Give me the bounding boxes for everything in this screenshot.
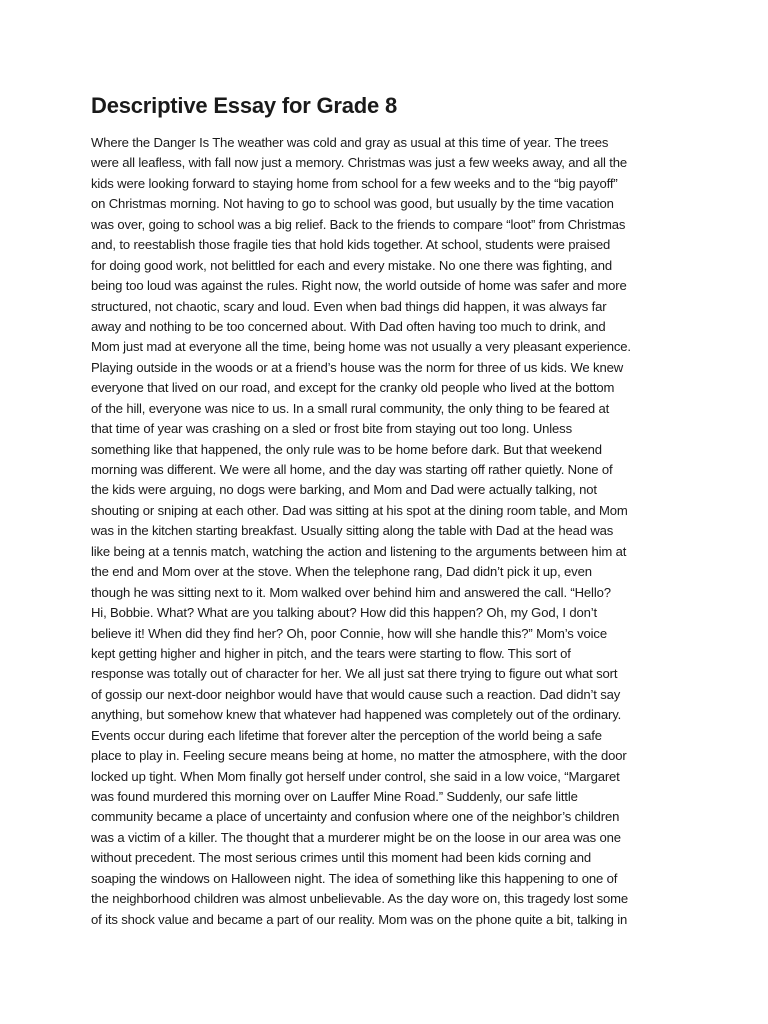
- essay-line: of its shock value and became a part of our reality. Mom was on the phone quite a bit, talking in: [91, 911, 628, 927]
- essay-line: that time of year was crashing on a sled or frost bite from staying out too long. Unless: [91, 421, 572, 437]
- essay-line: was found murdered this morning over on Lauffer Mine Road.” Suddenly, our safe little: [91, 789, 578, 804]
- essay-line: on Christmas morning. Not having to go to school was good, but usually by the time vacation: [91, 196, 614, 212]
- essay-line: being too loud was against the rules. Right now, the world outside of home was safer and more: [91, 278, 627, 294]
- essay-line: morning was different. We were all home, and the day was starting off rather quietly. None of: [91, 462, 613, 477]
- essay-line: Events occur during each lifetime that forever alter the perception of the world being a safe: [91, 727, 602, 743]
- essay-line: Mom just mad at everyone all the time, being home was not usually a very pleasant experience.: [91, 339, 631, 355]
- essay-line: the kids were arguing, no dogs were barking, and Mom and Dad were actually talking, not: [91, 482, 597, 498]
- essay-line: response was totally out of character for her. We all just sat there trying to figure out what sort: [91, 666, 618, 682]
- essay-line: like being at a tennis match, watching the action and listening to the arguments between him at: [91, 543, 627, 559]
- essay-line: the end and Mom over at the stove. When the telephone rang, Dad didn’t pick it up, even: [91, 564, 592, 580]
- essay-line: for doing good work, not belittled for each and every mistake. No one there was fighting, and: [91, 257, 613, 273]
- essay-line: were all leafless, with fall now just a memory. Christmas was just a few weeks away, and all the: [91, 155, 627, 171]
- essay-line: though he was sitting next to it. Mom walked over behind him and answered the call. “Hello?: [91, 584, 611, 600]
- essay-line: structured, not chaotic, scary and loud. Even when bad things did happen, it was always far: [91, 298, 607, 314]
- essay-line: everyone that lived on our road, and except for the cranky old people who lived at the bottom: [91, 380, 615, 396]
- essay-line: away and nothing to be too concerned about. With Dad often having too much to drink, and: [91, 318, 606, 334]
- essay-line: the neighborhood children was almost unbelievable. As the day wore on, this tragedy lost some: [91, 891, 629, 907]
- essay-line: place to play in. Feeling secure means being at home, no matter the atmosphere, with the door: [91, 748, 627, 764]
- essay-line: Where the Danger Is The weather was cold and gray as usual at this time of year. The trees: [91, 135, 609, 150]
- essay-line: soaping the windows on Halloween night. The idea of something like this happening to one of: [91, 870, 618, 886]
- essay-line: anything, but somehow knew that whatever had happened was completely out of the ordinary.: [91, 707, 622, 723]
- essay-line: was over, going to school was a big relief. Back to the friends to compare “loot” from Christmas: [91, 216, 626, 232]
- essay-line: and, to reestablish those fragile ties that hold kids together. At school, students were praised: [91, 237, 611, 253]
- essay-line: community became a place of uncertainty and confusion where one of the neighbor’s children: [91, 809, 620, 825]
- essay-line: shouting or sniping at each other. Dad was sitting at his spot at the dining room table, and Mom: [91, 502, 628, 518]
- document-title: Descriptive Essay for Grade 8: [91, 93, 398, 118]
- essay-line: kept getting higher and higher in pitch, and the tears were starting to flow. This sort of: [91, 645, 571, 661]
- essay-line: of gossip our next-door neighbor would have that would cause such a reaction. Dad didn’t say: [91, 686, 621, 702]
- essay-line: Hi, Bobbie. What? What are you talking about? How did this happen? Oh, my God, I don’t: [91, 605, 598, 621]
- essay-line: believe it! When did they find her? Oh, poor Connie, how will she handle this?” Mom’s voice: [91, 625, 607, 641]
- essay-line: was a victim of a killer. The thought that a murderer might be on the loose in our area was one: [91, 829, 621, 845]
- essay-line: Playing outside in the woods or at a friend’s house was the norm for three of us kids. We knew: [91, 359, 624, 375]
- essay-line: without precedent. The most serious crimes until this moment had been kids corning and: [91, 850, 591, 866]
- essay-line: of the hill, everyone was nice to us. In a small rural community, the only thing to be feared at: [91, 400, 610, 416]
- essay-body: [91, 133, 691, 930]
- essay-line: something like that happened, the only rule was to be home before dark. But that weekend: [91, 441, 602, 457]
- essay-line: kids were looking forward to staying home from school for a few weeks and to the “big payoff”: [91, 175, 618, 191]
- essay-line: was in the kitchen starting breakfast. Usually sitting along the table with Dad at the head was: [91, 523, 614, 539]
- essay-line: locked up tight. When Mom finally got herself under control, she said in a low voice, “Margaret: [91, 768, 620, 784]
